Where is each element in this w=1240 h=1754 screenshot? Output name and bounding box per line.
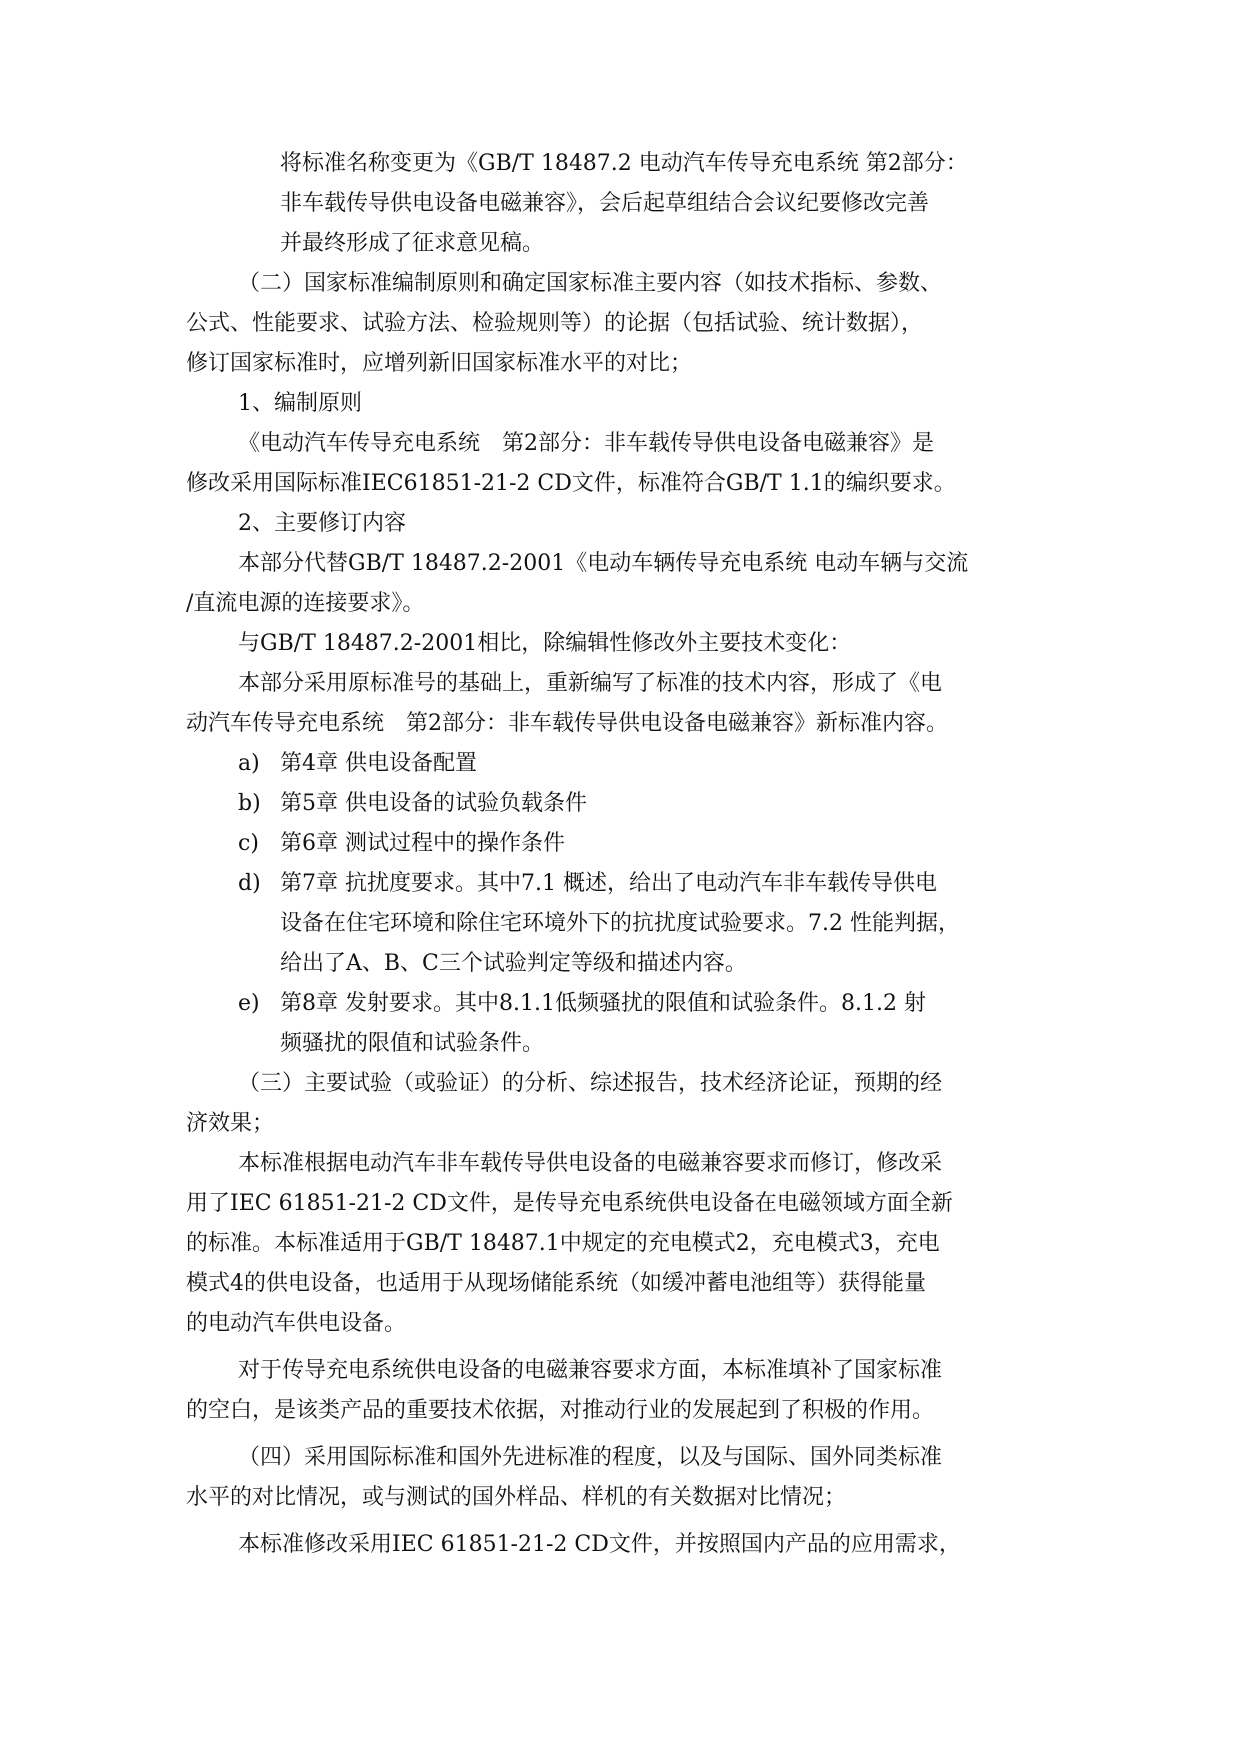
text-line: 动汽车传导充电系统 第2部分：非车载传导供电设备电磁兼容》新标准内容。 [186,711,948,736]
text-line: 第8章 发射要求。其中8.1.1低频骚扰的限值和试验条件。8.1.2 射 [280,991,926,1016]
comparison-line: 与GB/T 18487.2-2001相比，除编辑性修改外主要技术变化： [238,631,852,656]
text-line: （四）采用国际标准和国外先进标准的程度，以及与国际、国外同类标准 [238,1445,943,1470]
text-line: 本标准修改采用IEC 61851-21-2 CD文件，并按照国内产品的应用需求， [238,1532,961,1557]
text-line: 给出了A、B、C三个试验判定等级和描述内容。 [280,951,747,976]
subsection-title-1: 1、编制原则 [238,391,362,416]
text-line: 公式、性能要求、试验方法、检验规则等）的论据（包括试验、统计数据）， [186,311,924,336]
list-marker: a) [238,751,260,776]
text-line: 济效果； [186,1111,275,1136]
text-line: 本部分代替GB/T 18487.2-2001《电动车辆传导充电系统 电动车辆与交流 [238,551,969,576]
text-line: 模式4的供电设备，也适用于从现场储能系统（如缓冲蓄电池组等）获得能量 [186,1271,926,1296]
text-line: 对于传导充电系统供电设备的电磁兼容要求方面，本标准填补了国家标准 [238,1358,943,1383]
text-line: 设备在住宅环境和除住宅环境外下的抗扰度试验要求。7.2 性能判据， [280,911,960,936]
text-line: 《电动汽车传导充电系统 第2部分：非车载传导供电设备电磁兼容》是 [238,431,934,456]
text-line: 频骚扰的限值和试验条件。 [280,1031,545,1056]
list-marker: c) [238,831,259,856]
text-line: 并最终形成了征求意见稿。 [280,231,545,256]
text-line: 第6章 测试过程中的操作条件 [280,831,565,856]
text-line: 水平的对比情况，或与测试的国外样品、样机的有关数据对比情况； [186,1485,847,1510]
text-line: （二）国家标准编制原则和确定国家标准主要内容（如技术指标、参数、 [238,271,943,296]
text-line: 用了IEC 61851-21-2 CD文件，是传导充电系统供电设备在电磁领域方面全新 [186,1191,953,1216]
list-marker: d) [238,871,261,896]
text-line: 将标准名称变更为《GB/T 18487.2 电动汽车传导充电系统 第2部分： [280,151,968,176]
text-line: 修改采用国际标准IEC61851-21-2 CD文件，标准符合GB/T 1.1的编织要求。 [186,471,956,496]
text-line: 的电动汽车供电设备。 [186,1311,407,1336]
list-marker: e) [238,991,260,1016]
text-line: 非车载传导供电设备电磁兼容》，会后起草组结合会议纪要修改完善 [280,191,930,216]
text-line: 第7章 抗扰度要求。其中7.1 概述，给出了电动汽车非车载传导供电 [280,871,937,896]
text-line: （三）主要试验（或验证）的分析、综述报告，技术经济论证，预期的经 [238,1071,943,1096]
subsection-title-2: 2、主要修订内容 [238,511,406,536]
text-line: 的标准。本标准适用于GB/T 18487.1中规定的充电模式2，充电模式3，充电 [186,1231,940,1256]
text-line: 第5章 供电设备的试验负载条件 [280,791,587,816]
text-line: 的空白，是该类产品的重要技术依据，对推动行业的发展起到了积极的作用。 [186,1398,935,1423]
text-line: /直流电源的连接要求》。 [186,591,425,616]
text-line: 修订国家标准时，应增列新旧国家标准水平的对比； [186,351,693,376]
text-line: 本标准根据电动汽车非车载传导供电设备的电磁兼容要求而修订，修改采 [238,1151,943,1176]
list-marker: b) [238,791,261,816]
text-line: 第4章 供电设备配置 [280,751,477,776]
text-line: 本部分采用原标准号的基础上，重新编写了标准的技术内容，形成了《电 [238,671,943,696]
